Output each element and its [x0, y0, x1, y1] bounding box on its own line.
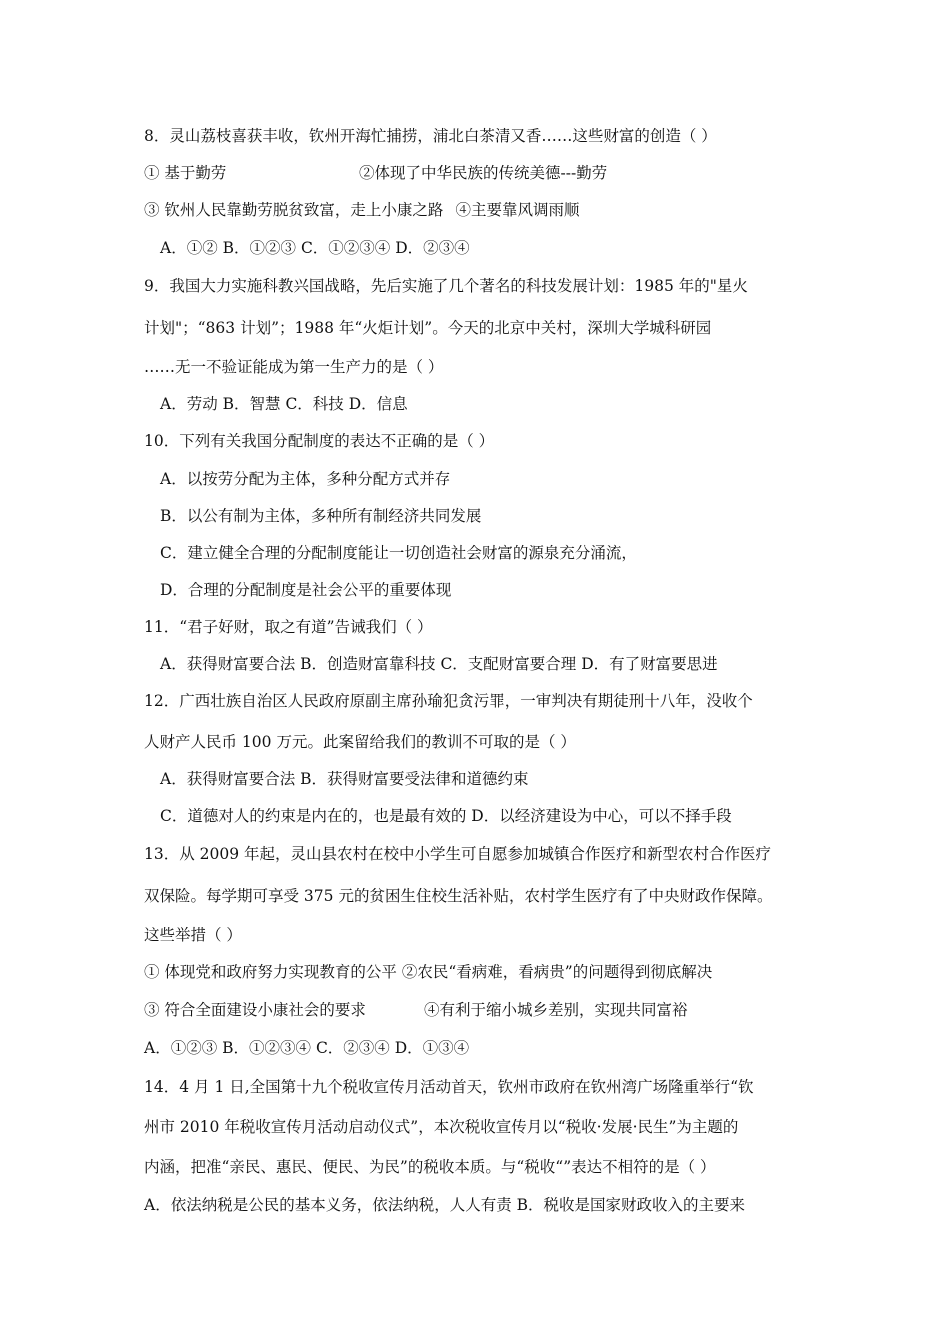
statement-2: ②体现了中华民族的传统美德---勤劳	[359, 164, 608, 182]
question-9-stem-line-3: ……无一不验证能成为第一生产力的是（ ）	[144, 358, 444, 376]
question-12-options-row-1: A．获得财富要合法 B．获得财富要受法律和道德约束	[160, 770, 529, 788]
question-13-statements-row-1: ① 体现党和政府努力实现教育的公平 ②农民“看病难，看病贵”的问题得到彻底解决	[144, 963, 713, 981]
statement-4: ④主要靠风调雨顺	[455, 201, 580, 219]
question-10-option-c: C．建立健全合理的分配制度能让一切创造社会财富的源泉充分涌流，	[160, 544, 637, 562]
question-11-stem: 11．“君子好财，取之有道”告诫我们（ ）	[144, 618, 433, 636]
question-13-stem-line-3: 这些举措（ ）	[144, 926, 242, 944]
question-13-statements-row-2	[144, 1000, 688, 1020]
question-10-option-b: B．以公有制为主体，多种所有制经济共同发展	[160, 507, 482, 525]
question-14-stem-line-2: 州市 2010 年税收宣传月活动启动仪式”，本次税收宣传月以“税收·发展·民生”为主题的	[144, 1118, 739, 1136]
question-13-stem-line-2: 双保险。每学期可享受 375 元的贫困生住校生活补贴，农村学生医疗有了中央财政作保障。	[144, 887, 773, 905]
question-10-option-a: A．以按劳分配为主体，多种分配方式并存	[160, 470, 451, 488]
question-8-statements-row-2	[144, 200, 579, 220]
question-11-options: A．获得财富要合法 B．创造财富靠科技 C．支配财富要合理 D．有了财富要思进	[160, 655, 718, 673]
question-9-stem-line-1: 9．我国大力实施科教兴国战略，先后实施了几个著名的科技发展计划：1985 年的"星火	[144, 277, 748, 295]
question-14-stem-line-3: 内涵，把准“亲民、惠民、便民、为民”的税收本质。与“税收“”表达不相符的是（ ）	[144, 1158, 716, 1176]
question-9-options: A．劳动 B．智慧 C．科技 D．信息	[160, 395, 408, 413]
question-14-stem-line-1: 14．4 月 1 日,全国第十九个税收宣传月活动首天，钦州市政府在钦州湾广场隆重举行“钦	[144, 1078, 754, 1096]
statement-3: ③ 钦州人民靠勤劳脱贫致富，走上小康之路	[144, 201, 444, 219]
question-12-options-row-2: C．道德对人的约束是内在的，也是最有效的 D．以经济建设为中心，可以不择手段	[160, 807, 732, 825]
question-12-stem-line-1: 12．广西壮族自治区人民政府原副主席孙瑜犯贪污罪，一审判决有期徒刑十八年，没收个	[144, 692, 753, 710]
question-8-stem: 8．灵山荔枝喜获丰收，钦州开海忙捕捞，浦北白茶清又香……这些财富的创造（ ）	[144, 127, 717, 145]
question-13-stem-line-1: 13．从 2009 年起，灵山县农村在校中小学生可自愿参加城镇合作医疗和新型农村合作医疗	[144, 845, 772, 863]
question-10-stem: 10．下列有关我国分配制度的表达不正确的是（ ）	[144, 432, 495, 450]
question-8-statements-row-1	[144, 163, 607, 183]
question-13-options: A．①②③ B．①②③④ C．②③④ D．①③④	[144, 1039, 470, 1057]
question-14-options: A．依法纳税是公民的基本义务，依法纳税，人人有责 B．税收是国家财政收入的主要来	[144, 1196, 746, 1214]
statement-3: ③ 符合全面建设小康社会的要求	[144, 1001, 366, 1019]
question-10-option-d: D．合理的分配制度是社会公平的重要体现	[160, 581, 452, 599]
statement-4: ④有利于缩小城乡差别，实现共同富裕	[424, 1001, 688, 1019]
question-8-options: A．①② B．①②③ C．①②③④ D．②③④	[160, 239, 470, 257]
question-12-stem-line-2: 人财产人民币 100 万元。此案留给我们的教训不可取的是（ ）	[144, 733, 576, 751]
statement-1: ① 基于勤劳	[144, 164, 227, 182]
question-9-stem-line-2: 计划"；“863 计划”；1988 年“火炬计划”。今天的北京中关村，深圳大学城科研园	[144, 319, 712, 337]
